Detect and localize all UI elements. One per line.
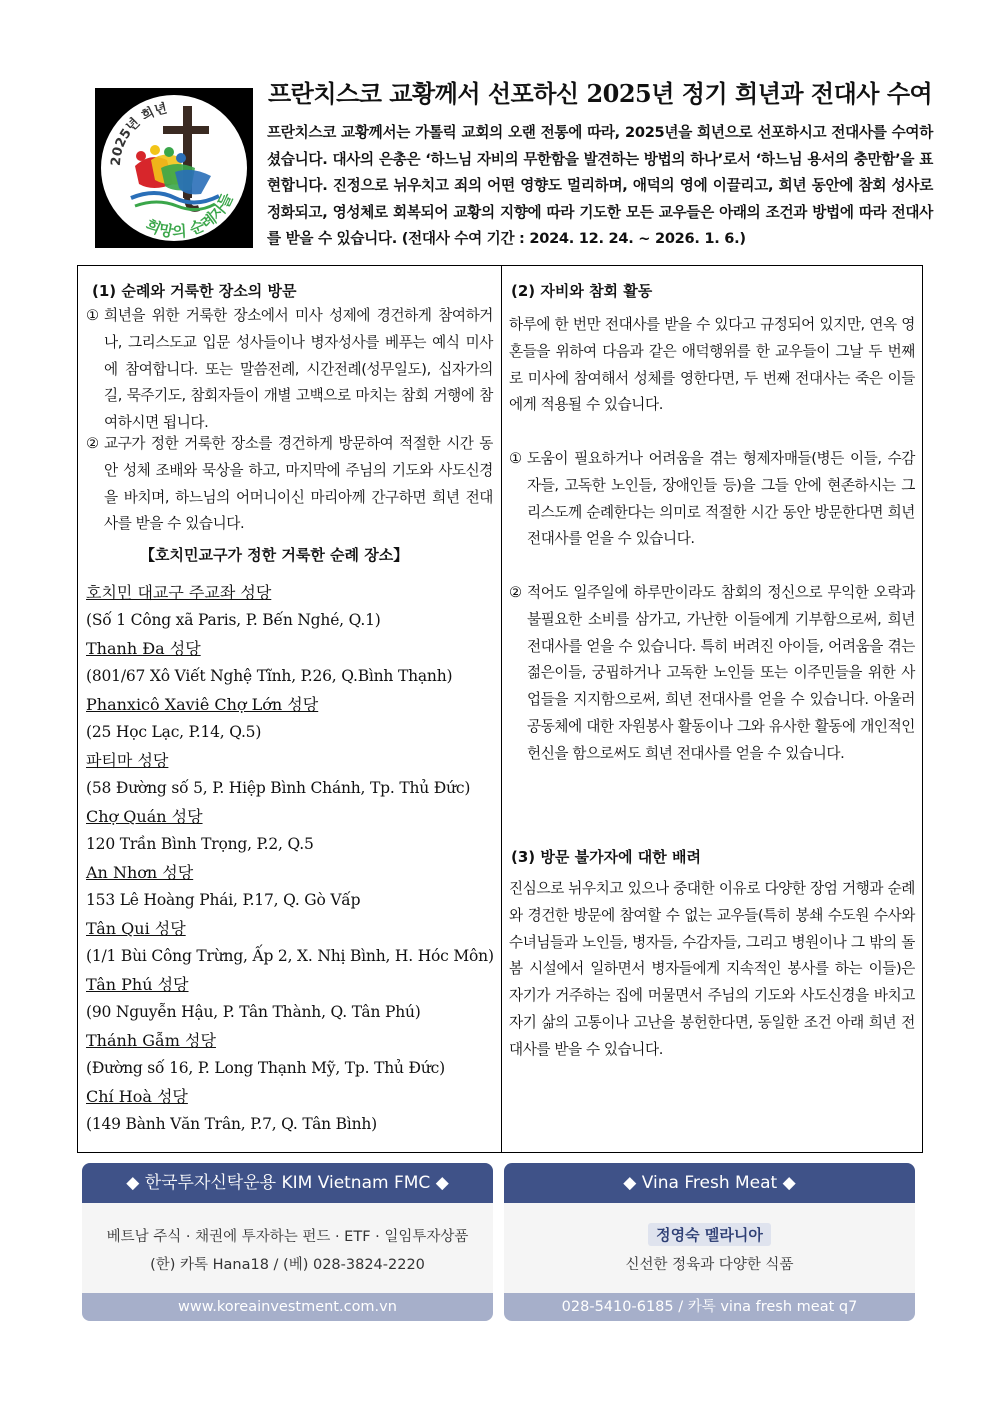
main-content-box [77, 265, 923, 1153]
church-address: (58 Đường số 5, P. Hiệp Bình Chánh, Tp. Thủ Đức) [86, 779, 471, 797]
jubilee-logo-graphic [95, 88, 253, 248]
column-divider [501, 266, 502, 1152]
church-name: Chí Hoà 성당 [86, 1087, 188, 1106]
church-address: (Số 1 Công xã Paris, P. Bến Nghé, Q.1) [86, 611, 381, 629]
ad-footer: www.koreainvestment.com.vn [82, 1293, 493, 1321]
item-text: 도움이 필요하거나 어려움을 겪는 형제자매들(병든 이들, 수감자들, 고독한 노인들, 장애인들 등)을 그들 안에 현존하시는 그리스도께 순례한다는 의미로 적절한 시간 동안 방문한다면 희년 전대사를 얻을 수 있습니다. [527, 450, 915, 548]
item-text: 희년을 위한 거룩한 장소에서 미사 성제에 경건하게 참여하거나, 그리스도교 입문 성사들이나 병자성사를 베푸는 예식 미사에 참여합니다. 또는 말씀전례, 시간전례(성무일도), 십자가의 길, 묵주기도, 참회자들이 개별 고백으로 마치는 참회 거행에 참여하시면 됩니다. [104, 307, 493, 432]
church-address: 120 Trần Bình Trọng, P.2, Q.5 [86, 835, 314, 853]
ad-vina-fresh-meat [504, 1163, 915, 1321]
item-number: ② [86, 435, 99, 452]
ad-line: 신선한 정육과 다양한 식품 [625, 1257, 794, 1273]
church-address: (Đường số 16, P. Long Thạnh Mỹ, Tp. Thủ Đức) [86, 1059, 445, 1077]
section-2-intro: 하루에 한 번만 전대사를 받을 수 있다고 규정되어 있지만, 연옥 영혼들을 위하여 다음과 같은 애덕행위를 한 교우들이 그날 두 번째로 미사에 참여해서 성체를 영한다면, 두 번째 전대사는 죽은 이들에게 적용될 수 있습니다. [509, 316, 915, 414]
logo-arc-text: 2025년 희년 [108, 101, 169, 167]
church-name: Tân Phú 성당 [86, 975, 189, 994]
jubilee-logo [95, 88, 253, 248]
ad-body [82, 1203, 493, 1293]
item-number: ① [86, 307, 99, 324]
church-entry [86, 1027, 496, 1082]
church-address: (1/1 Bùi Công Trừng, Ấp 2, X. Nhị Bình, H. Hóc Môn) [86, 947, 494, 965]
church-name: Thánh Gẫm 성당 [86, 1031, 216, 1050]
section-3-title: (3) 방문 불가자에 대한 배려 [511, 848, 701, 866]
contact-name-badge: 정영숙 멜라니아 [648, 1223, 771, 1246]
church-entry [86, 803, 496, 858]
church-entry [86, 1083, 496, 1138]
item-text: 교구가 정한 거룩한 장소를 경건하게 방문하여 적절한 시간 동안 성체 조배와 묵상을 하고, 마지막에 주님의 기도와 사도신경을 바치며, 하느님의 어머니이신 마리아께 간구하면 희년 전대사를 받을 수 있습니다. [104, 435, 493, 533]
item-number: ② [509, 584, 522, 601]
church-name: Phanxicô Xaviê Chợ Lớn 성당 [86, 695, 319, 714]
intro-paragraph: 프란치스코 교황께서는 가톨릭 교회의 오랜 전통에 따라, 2025년을 희년으로 선포하시고 전대사를 수여하셨습니다. 대사의 은총은 ‘하느님 자비의 무한함을 발견하는 방법의 하나’로서 ‘하느님 용서의 충만함’을 표현합니다. 진정으로 뉘우치고 죄의 어떤 영향도 멀리하며, 애덕의 영에 이끌리고, 희년 동안에 참회 성사로 정화되고, 영성체로 회복되어 교황의 지향에 따라 기도한 모든 교우들은 아래의 조건과 방법에 따라 전대사를 받을 수 있습니다. (전대사 수여 기간 : 2024. 12. 24. ~ 2026. 1. 6.) [267, 124, 933, 248]
logo-bottom-text: 희망의 순례자들 [143, 190, 237, 241]
church-name: Thanh Đa 성당 [86, 639, 201, 658]
church-entry [86, 747, 496, 802]
church-name: Tân Qui 성당 [86, 919, 186, 938]
church-name: 호치민 대교구 주교좌 성당 [86, 583, 272, 602]
church-address: 153 Lê Hoàng Phái, P.17, Q. Gò Vấp [86, 891, 361, 909]
item-number: ① [509, 450, 522, 467]
pilgrimage-sites-heading: 【호치민교구가 정한 거룩한 순례 장소】 [140, 546, 409, 564]
section-1-title: (1) 순례와 거룩한 장소의 방문 [92, 282, 297, 300]
church-address: (90 Nguyễn Hậu, P. Tân Thành, Q. Tân Phú) [86, 1003, 421, 1021]
ad-footer: 028-5410-6185 / 카톡 vina fresh meat q7 [504, 1293, 915, 1321]
church-entry [86, 691, 496, 746]
church-entry [86, 635, 496, 690]
logo-cross-horizontal [163, 126, 209, 134]
church-entry [86, 859, 496, 914]
church-entry [86, 915, 496, 970]
church-entry [86, 579, 496, 634]
ad-header: ◆ Vina Fresh Meat ◆ [504, 1163, 915, 1203]
page-title: 프란치스코 교황께서 선포하신 2025년 정기 희년과 전대사 수여 [268, 79, 933, 108]
ad-line: 베트남 주식 · 채권에 투자하는 펀드 · ETF · 일임투자상품 [106, 1229, 469, 1245]
ad-line: (한) 카톡 Hana18 / (베) 028-3824-2220 [150, 1257, 425, 1273]
church-name: An Nhơn 성당 [86, 863, 194, 882]
ad-body [504, 1203, 915, 1293]
section-3-text: 진심으로 뉘우치고 있으나 중대한 이유로 다양한 장엄 거행과 순례와 경건한 방문에 참여할 수 없는 교우들(특히 봉쇄 수도원 수사와 수녀님들과 노인들, 병자들, 수감자들, 그리고 병원이나 그 밖의 돌봄 시설에서 일하면서 병자들에게 지속적인 봉사를 하는 이들)은 자기가 거주하는 집에 머물면서 주님의 기도와 사도신경을 바치고 자기 삶의 고통이나 고난을 봉헌한다면, 동일한 조건 아래 희년 전대사를 받을 수 있습니다. [509, 880, 915, 1058]
church-address: (149 Bành Văn Trân, P.7, Q. Tân Bình) [86, 1115, 377, 1133]
church-name: 파티마 성당 [86, 751, 169, 770]
ad-header: ◆ 한국투자신탁운용 KIM Vietnam FMC ◆ [82, 1163, 493, 1203]
church-name: Chợ Quán 성당 [86, 807, 203, 826]
church-address: (801/67 Xô Viết Nghệ Tĩnh, P.26, Q.Bình Thạnh) [86, 667, 453, 685]
ad-korea-investment [82, 1163, 493, 1321]
church-address: (25 Học Lạc, P.14, Q.5) [86, 723, 262, 741]
item-text: 적어도 일주일에 하루만이라도 참회의 정신으로 무익한 오락과 불필요한 소비를 삼가고, 가난한 이들에게 기부함으로써, 희년 전대사를 얻을 수 있습니다. 특히 버려진 아이들, 어려움을 겪는 젊은이들, 궁핍하거나 고독한 노인들 또는 이주민들을 위한 사업들을 지지함으로써, 희년 전대사를 얻을 수 있습니다. 아울러 공동체에 대한 자원봉사 활동이나 그와 유사한 활동에 개인적인 헌신을 함으로써도 희년 전대사를 얻을 수 있습니다. [527, 584, 915, 762]
church-entry [86, 971, 496, 1026]
section-2-title: (2) 자비와 참회 활동 [511, 282, 653, 300]
